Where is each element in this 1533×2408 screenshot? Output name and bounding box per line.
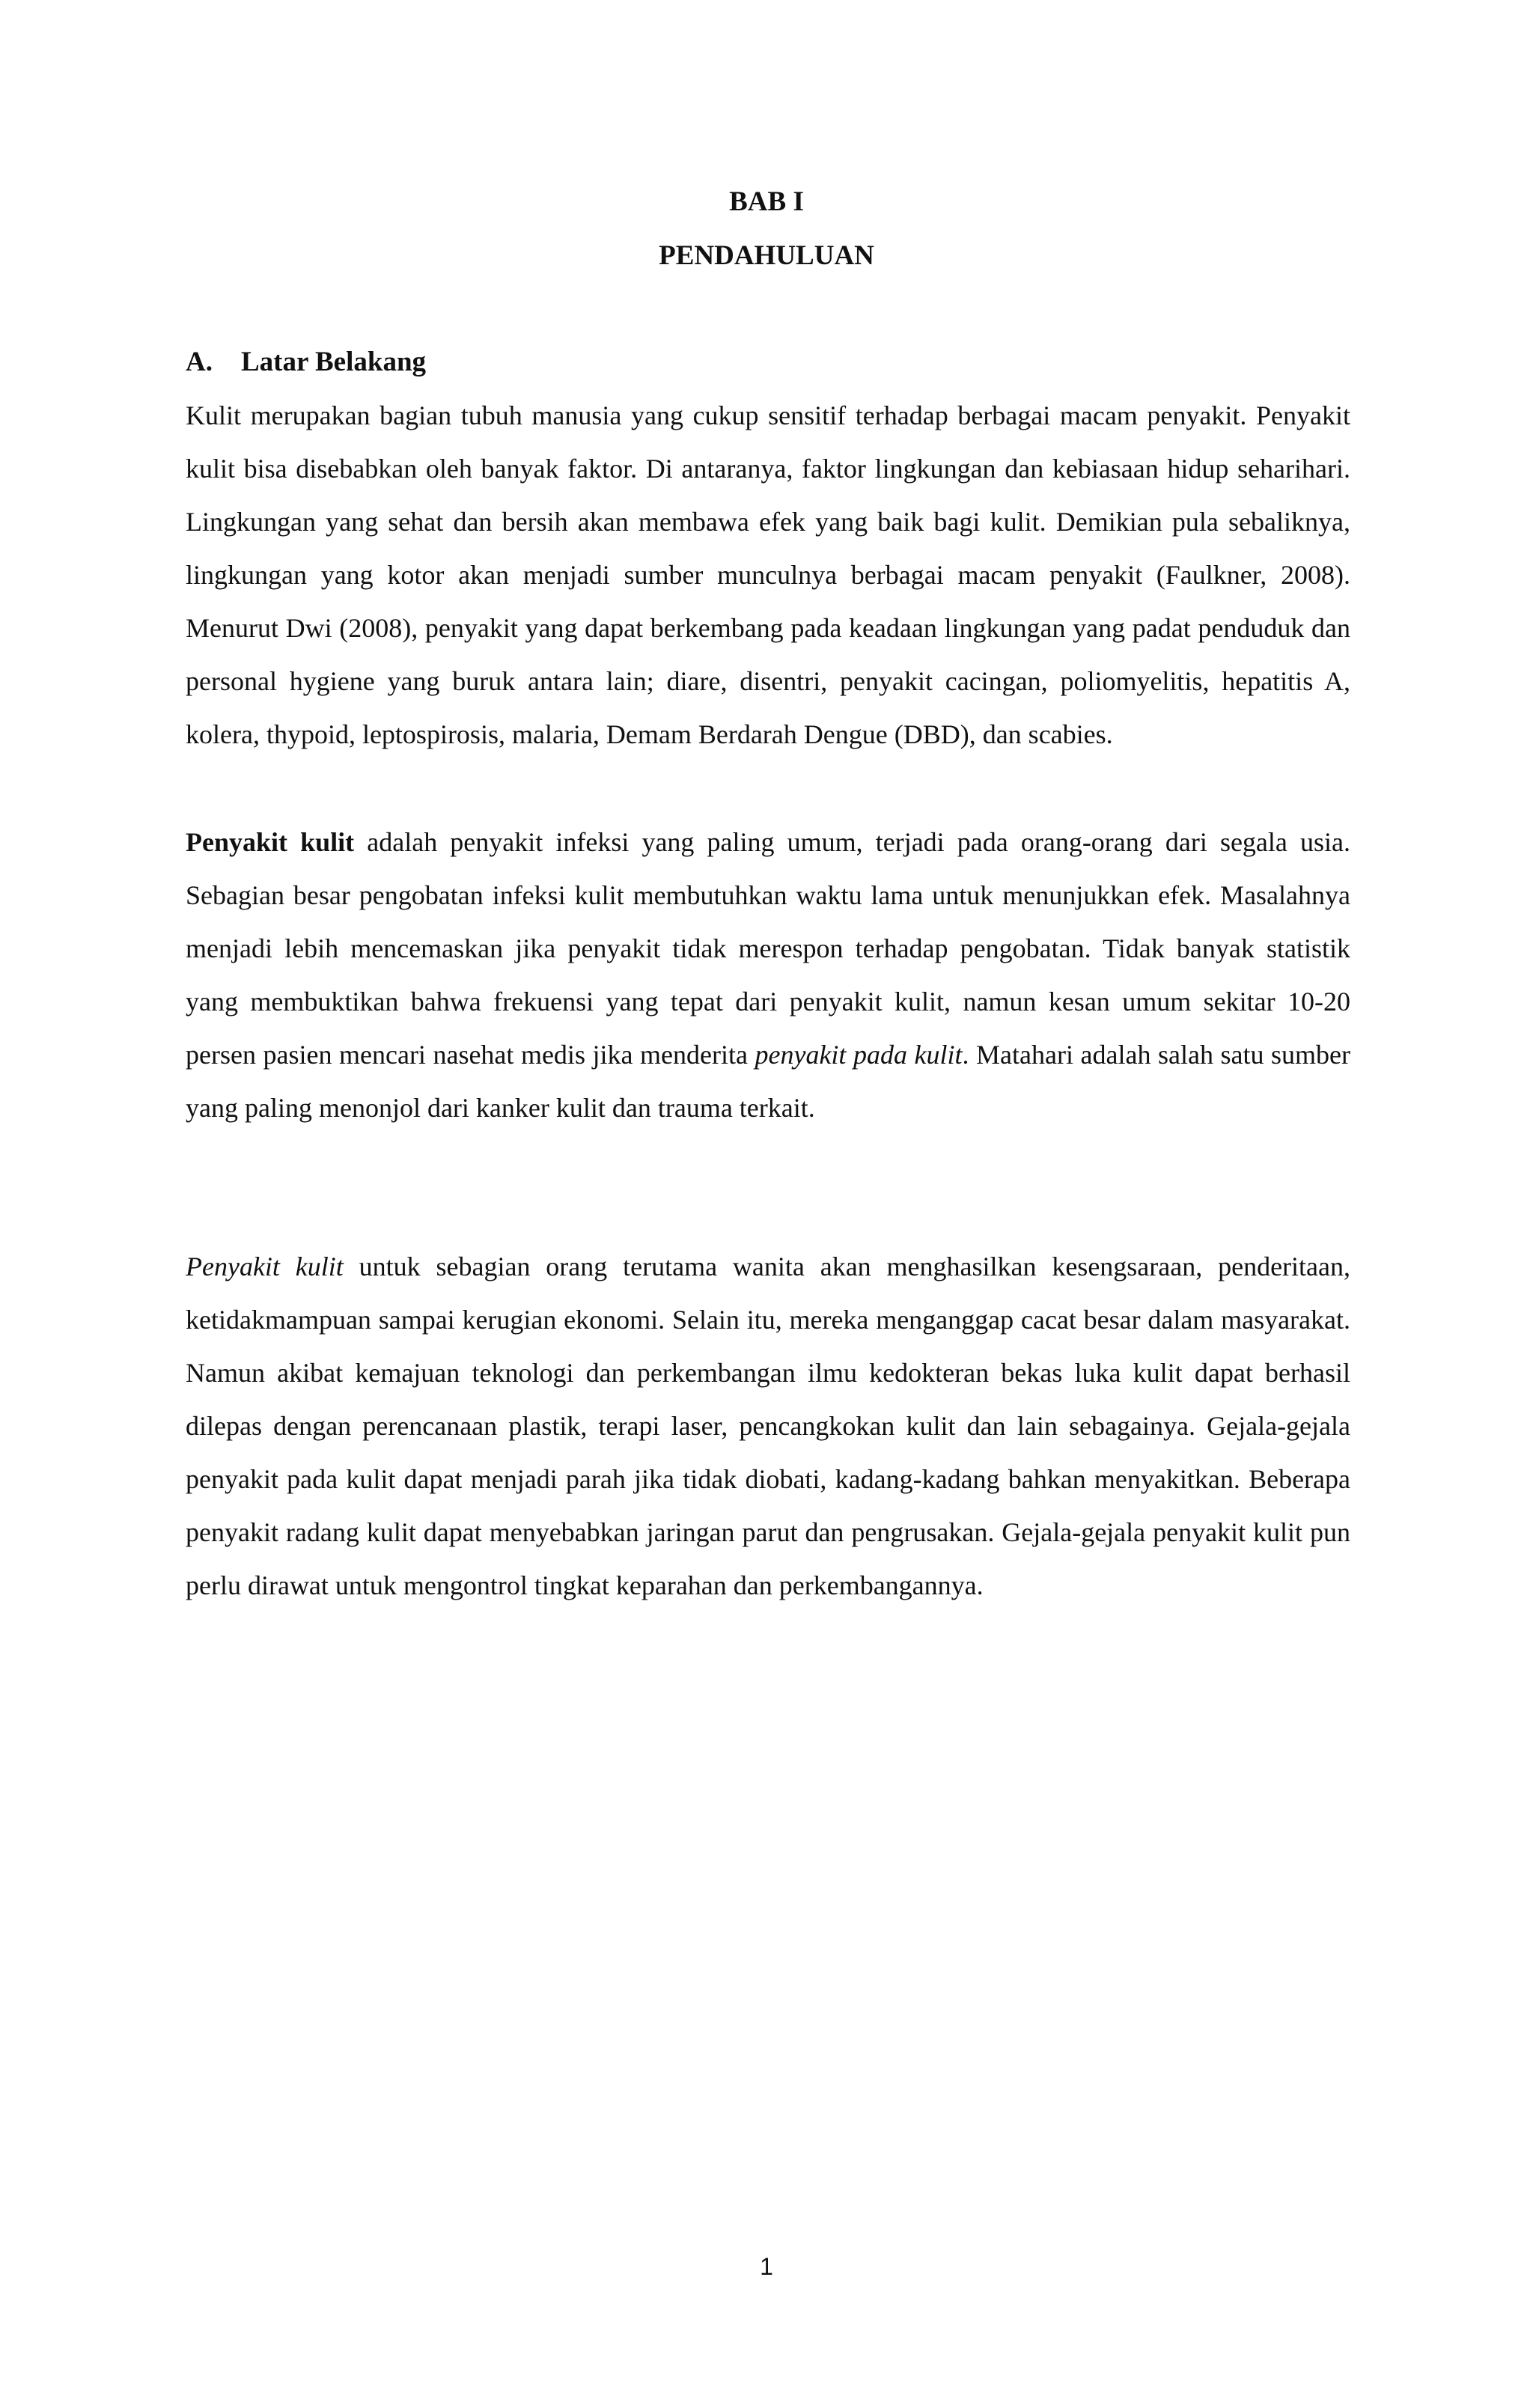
page-number: 1 — [760, 2253, 773, 2280]
paragraph-2-italic-term: penyakit pada kulit — [755, 1040, 963, 1070]
chapter-number: BAB I — [729, 186, 804, 217]
paragraph-3-lead-term: Penyakit kulit — [186, 1252, 344, 1281]
paragraph-3 — [186, 1240, 1350, 1612]
paragraph-2-lead-term: Penyakit kulit — [186, 827, 355, 857]
paragraph-3-text: untuk sebagian orang terutama wanita akan menghasilkan kesengsaraan, penderitaan, ketidakmampuan sampai kerugian ekonomi. Selain itu, mereka menganggap cacat besar dalam masyarakat. Namun akibat kemajuan teknologi dan perkembangan ilmu kedokteran bekas luka kulit dapat berhasil dilepas dengan perencanaan plastik, terapi laser, pencangkokan kulit dan lain sebagainya. Gejala-gejala penyakit pada kulit dapat menjadi parah jika tidak diobati, kadang-kadang bahkan menyakitkan. Beberapa penyakit radang kulit dapat menyebabkan jaringan parut dan pengrusakan. Gejala-gejala penyakit kulit pun perlu dirawat untuk mengontrol tingkat keparahan dan perkembangannya. — [186, 1252, 1350, 1600]
paragraph-2-text-a: adalah penyakit infeksi yang paling umum, terjadi pada orang-orang dari segala usia. Sebagian besar pengobatan infeksi kulit membutuhkan waktu lama untuk menunjukkan efek. Masalahnya menjadi lebih mencemaskan jika penyakit tidak merespon terhadap pengobatan. Tidak banyak statistik yang membuktikan bahwa frekuensi yang tepat dari penyakit kulit, namun kesan umum sekitar 10-20 persen pasien mencari nasehat medis jika menderita — [186, 827, 1350, 1070]
paragraph-2-text-b: . Matahari adalah salah satu sumber yang paling menonjol dari kanker kulit dan trauma terkait. — [186, 1040, 1351, 1123]
chapter-title: PENDAHULUAN — [659, 240, 874, 271]
section-heading — [186, 346, 426, 379]
paragraph-2 — [186, 816, 1350, 1135]
paragraph-1: Kulit merupakan bagian tubuh manusia yang cukup sensitif terhadap berbagai macam penyakit. Penyakit kulit bisa disebabkan oleh banyak faktor. Di antaranya, faktor lingkungan dan kebiasaan hidup seharihari. Lingkungan yang sehat dan bersih akan membawa efek yang baik bagi kulit. Demikian pula sebaliknya, lingkungan yang kotor akan menjadi sumber munculnya berbagai macam penyakit (Faulkner, 2008). Menurut Dwi (2008), penyakit yang dapat berkembang pada keadaan lingkungan yang padat penduduk dan personal hygiene yang buruk antara lain; diare, disentri, penyakit cacingan, poliomyelitis, hepatitis A, kolera, thypoid, leptospirosis, malaria, Demam Berdarah Dengue (DBD), dan scabies. — [186, 400, 1350, 749]
section-number: A. — [186, 347, 213, 377]
section-title: Latar Belakang — [241, 347, 427, 377]
